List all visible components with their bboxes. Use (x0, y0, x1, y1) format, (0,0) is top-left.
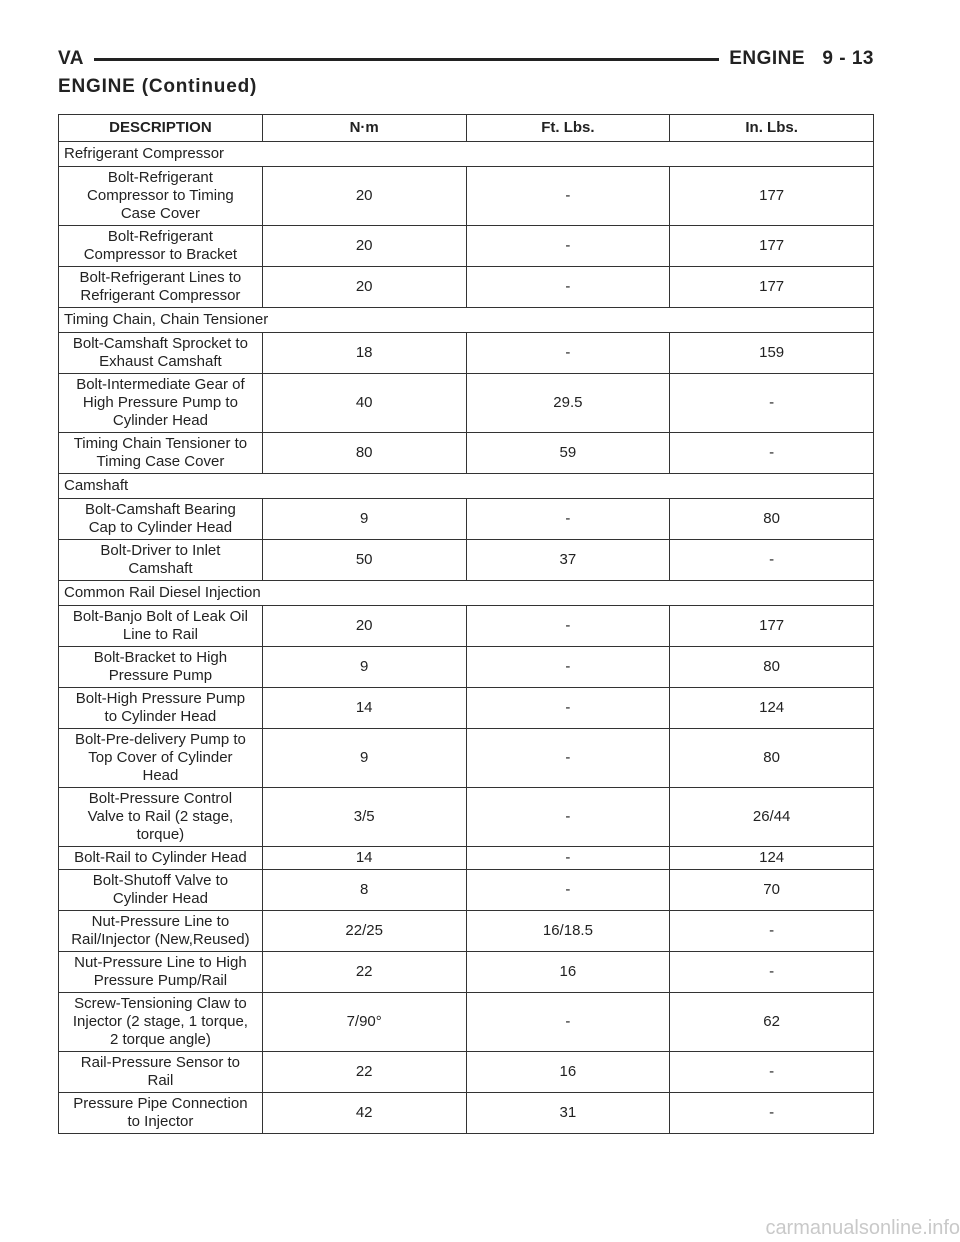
table-row (59, 374, 874, 433)
cell-description: Nut-Pressure Line to High Pressure Pump/Rail (59, 952, 263, 993)
cell-in-lbs: 80 (670, 647, 874, 688)
table-row (59, 729, 874, 788)
cell-description: Bolt-Intermediate Gear of High Pressure Pump to Cylinder Head (59, 374, 263, 433)
cell-ft-lbs: - (466, 688, 670, 729)
cell-description: Nut-Pressure Line to Rail/Injector (New,Reused) (59, 911, 263, 952)
cell-in-lbs: 80 (670, 499, 874, 540)
cell-nm: 20 (262, 167, 466, 226)
cell-nm: 9 (262, 647, 466, 688)
group-label: Timing Chain, Chain Tensioner (59, 308, 874, 333)
cell-ft-lbs: 16/18.5 (466, 911, 670, 952)
group-label: Refrigerant Compressor (59, 142, 874, 167)
cell-description: Bolt-Camshaft Sprocket to Exhaust Camshaft (59, 333, 263, 374)
table-row (59, 847, 874, 870)
header-section-page: ENGINE 9 - 13 (729, 48, 874, 69)
cell-in-lbs: 177 (670, 167, 874, 226)
cell-nm: 20 (262, 267, 466, 308)
column-header-in-lbs: In. Lbs. (670, 115, 874, 142)
cell-ft-lbs: - (466, 788, 670, 847)
table-group-row (59, 581, 874, 606)
cell-ft-lbs: - (466, 606, 670, 647)
cell-in-lbs: 70 (670, 870, 874, 911)
cell-nm: 40 (262, 374, 466, 433)
cell-in-lbs: 124 (670, 688, 874, 729)
cell-in-lbs: - (670, 1052, 874, 1093)
cell-nm: 42 (262, 1093, 466, 1134)
cell-description: Bolt-Camshaft Bearing Cap to Cylinder Head (59, 499, 263, 540)
cell-ft-lbs: - (466, 870, 670, 911)
table-row (59, 911, 874, 952)
table-row (59, 540, 874, 581)
cell-in-lbs: 80 (670, 729, 874, 788)
cell-nm: 22/25 (262, 911, 466, 952)
cell-description: Bolt-Driver to Inlet Camshaft (59, 540, 263, 581)
table-row (59, 226, 874, 267)
cell-ft-lbs: 16 (466, 1052, 670, 1093)
table-row (59, 267, 874, 308)
table-row (59, 1093, 874, 1134)
cell-ft-lbs: 29.5 (466, 374, 670, 433)
table-group-row (59, 474, 874, 499)
cell-description: Bolt-Rail to Cylinder Head (59, 847, 263, 870)
cell-nm: 7/90° (262, 993, 466, 1052)
page-header (58, 44, 874, 74)
cell-description: Bolt-Refrigerant Compressor to Bracket (59, 226, 263, 267)
cell-in-lbs: 159 (670, 333, 874, 374)
cell-nm: 20 (262, 226, 466, 267)
cell-ft-lbs: 59 (466, 433, 670, 474)
table-group-row (59, 142, 874, 167)
cell-in-lbs: 62 (670, 993, 874, 1052)
cell-description: Bolt-Banjo Bolt of Leak Oil Line to Rail (59, 606, 263, 647)
cell-description: Screw-Tensioning Claw to Injector (2 stage, 1 torque, 2 torque angle) (59, 993, 263, 1052)
cell-description: Bolt-Shutoff Valve to Cylinder Head (59, 870, 263, 911)
column-header-ft-lbs: Ft. Lbs. (466, 115, 670, 142)
cell-description: Pressure Pipe Connection to Injector (59, 1093, 263, 1134)
table-row (59, 333, 874, 374)
cell-in-lbs: 26/44 (670, 788, 874, 847)
table-body (59, 142, 874, 1134)
cell-nm: 8 (262, 870, 466, 911)
cell-ft-lbs: - (466, 993, 670, 1052)
column-header-nm: N·m (262, 115, 466, 142)
cell-description: Bolt-Pressure Control Valve to Rail (2 stage, torque) (59, 788, 263, 847)
table-group-row (59, 308, 874, 333)
cell-in-lbs: - (670, 540, 874, 581)
cell-nm: 3/5 (262, 788, 466, 847)
table-row (59, 606, 874, 647)
cell-nm: 22 (262, 1052, 466, 1093)
cell-nm: 14 (262, 688, 466, 729)
cell-ft-lbs: - (466, 333, 670, 374)
table-row (59, 870, 874, 911)
cell-in-lbs: - (670, 1093, 874, 1134)
header-rule (94, 58, 719, 61)
cell-nm: 9 (262, 729, 466, 788)
cell-description: Bolt-Bracket to High Pressure Pump (59, 647, 263, 688)
cell-nm: 20 (262, 606, 466, 647)
table-row (59, 788, 874, 847)
table-row (59, 952, 874, 993)
cell-nm: 14 (262, 847, 466, 870)
group-label: Common Rail Diesel Injection (59, 581, 874, 606)
table-row (59, 167, 874, 226)
cell-description: Bolt-Refrigerant Compressor to Timing Case Cover (59, 167, 263, 226)
cell-ft-lbs: - (466, 847, 670, 870)
cell-nm: 22 (262, 952, 466, 993)
group-label: Camshaft (59, 474, 874, 499)
cell-description: Bolt-Pre-delivery Pump to Top Cover of Cylinder Head (59, 729, 263, 788)
cell-nm: 80 (262, 433, 466, 474)
table-row (59, 1052, 874, 1093)
table-row (59, 688, 874, 729)
cell-nm: 9 (262, 499, 466, 540)
cell-in-lbs: - (670, 911, 874, 952)
column-header-description: DESCRIPTION (59, 115, 263, 142)
cell-ft-lbs: 37 (466, 540, 670, 581)
cell-ft-lbs: - (466, 167, 670, 226)
cell-in-lbs: 177 (670, 226, 874, 267)
table-row (59, 433, 874, 474)
cell-description: Bolt-Refrigerant Lines to Refrigerant Compressor (59, 267, 263, 308)
cell-in-lbs: - (670, 433, 874, 474)
cell-description: Bolt-High Pressure Pump to Cylinder Head (59, 688, 263, 729)
table-header-row (59, 115, 874, 142)
cell-ft-lbs: 31 (466, 1093, 670, 1134)
cell-ft-lbs: - (466, 267, 670, 308)
cell-in-lbs: - (670, 374, 874, 433)
section-title: ENGINE (Continued) (58, 76, 258, 97)
table-row (59, 993, 874, 1052)
cell-ft-lbs: - (466, 226, 670, 267)
watermark: carmanualsonline.info (765, 1217, 960, 1239)
cell-ft-lbs: - (466, 499, 670, 540)
cell-in-lbs: 177 (670, 267, 874, 308)
cell-in-lbs: 177 (670, 606, 874, 647)
cell-description: Timing Chain Tensioner to Timing Case Cover (59, 433, 263, 474)
cell-nm: 18 (262, 333, 466, 374)
table-row (59, 499, 874, 540)
header-model: VA (58, 48, 84, 69)
cell-ft-lbs: - (466, 647, 670, 688)
cell-in-lbs: 124 (670, 847, 874, 870)
table-row (59, 647, 874, 688)
cell-ft-lbs: - (466, 729, 670, 788)
cell-nm: 50 (262, 540, 466, 581)
torque-spec-table (58, 114, 874, 1134)
cell-ft-lbs: 16 (466, 952, 670, 993)
cell-description: Rail-Pressure Sensor to Rail (59, 1052, 263, 1093)
cell-in-lbs: - (670, 952, 874, 993)
